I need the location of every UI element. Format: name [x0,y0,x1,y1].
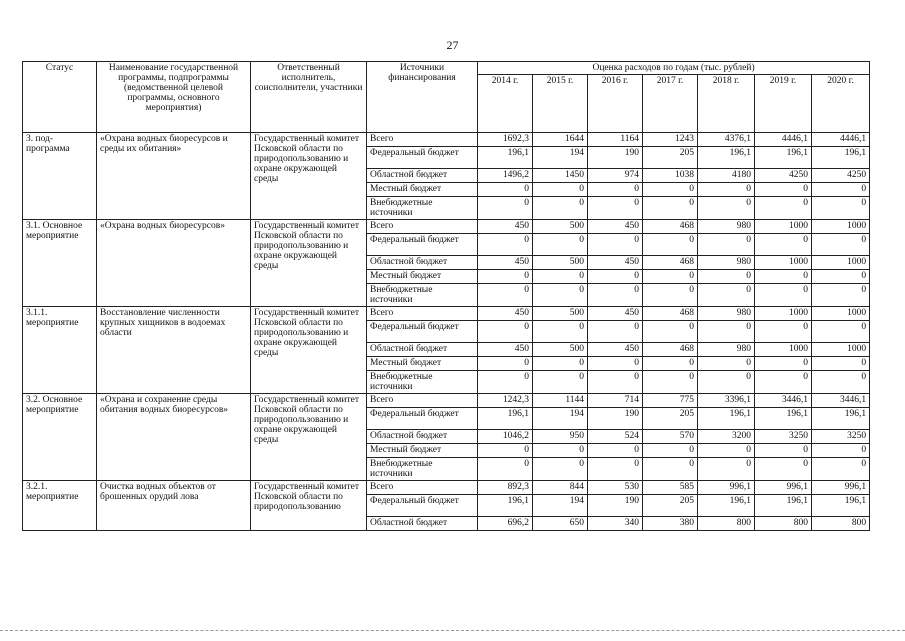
cell-value: 650 [533,517,588,531]
cell-value: 0 [812,371,870,394]
cell-value: 1496,2 [478,169,533,183]
cell-value: 524 [588,430,643,444]
cell-value: 380 [643,517,698,531]
scan-edge [0,630,905,641]
cell-value: 0 [698,371,755,394]
cell-responsible: Государственный комитет Псковской области по природопользованию и охране окружающей среды [251,307,367,394]
cell-value: 0 [812,234,870,256]
cell-value: 0 [812,357,870,371]
cell-source: Всего [367,220,478,234]
cell-source: Всего [367,133,478,147]
cell-value: 0 [755,357,812,371]
header-year: 2015 г. [533,75,588,133]
cell-responsible: Государственный комитет Псковской области по природопользованию [251,481,367,531]
cell-value: 1000 [755,256,812,270]
cell-source: Всего [367,307,478,321]
cell-value: 0 [588,458,643,481]
cell-value: 0 [812,444,870,458]
cell-responsible: Государственный комитет Псковской области по природопользованию и охране окружающей среды [251,220,367,307]
cell-source: Всего [367,394,478,408]
cell-value: 0 [533,270,588,284]
cell-source: Областной бюджет [367,256,478,270]
cell-value: 450 [478,256,533,270]
table-header [23,62,870,133]
cell-value: 0 [478,458,533,481]
cell-value: 0 [533,284,588,307]
cell-value: 3446,1 [812,394,870,408]
cell-value: 0 [588,321,643,343]
cell-value: 0 [755,444,812,458]
cell-value: 0 [588,357,643,371]
cell-value: 800 [812,517,870,531]
cell-value: 980 [698,343,755,357]
header-year: 2018 г. [698,75,755,133]
cell-value: 4446,1 [755,133,812,147]
cell-value: 1000 [755,307,812,321]
cell-name: «Охрана водных биоресурсов» [97,220,251,307]
cell-status: 3.1.1. мероприятие [23,307,97,394]
cell-value: 0 [812,270,870,284]
cell-value: 3396,1 [698,394,755,408]
cell-value: 0 [698,234,755,256]
cell-value: 450 [478,220,533,234]
cell-value: 0 [698,321,755,343]
cell-value: 0 [755,197,812,220]
cell-value: 0 [588,444,643,458]
cell-value: 0 [698,270,755,284]
cell-value: 892,3 [478,481,533,495]
cell-value: 0 [533,234,588,256]
cell-value: 4446,1 [812,133,870,147]
cell-value: 1692,3 [478,133,533,147]
cell-source: Внебюджетные источники [367,284,478,307]
cell-value: 0 [643,284,698,307]
cell-value: 190 [588,408,643,430]
cell-value: 0 [643,444,698,458]
cell-value: 0 [478,183,533,197]
cell-value: 0 [533,371,588,394]
cell-value: 0 [698,444,755,458]
cell-value: 974 [588,169,643,183]
cell-value: 0 [812,321,870,343]
cell-value: 196,1 [478,408,533,430]
cell-value: 190 [588,147,643,169]
cell-value: 530 [588,481,643,495]
cell-value: 585 [643,481,698,495]
cell-value: 196,1 [812,408,870,430]
table-row [23,220,870,234]
cell-value: 800 [698,517,755,531]
cell-value: 0 [478,321,533,343]
cell-value: 0 [812,458,870,481]
cell-value: 500 [533,256,588,270]
cell-value: 196,1 [478,147,533,169]
cell-value: 1000 [812,343,870,357]
cell-value: 196,1 [698,147,755,169]
cell-value: 0 [643,458,698,481]
cell-value: 194 [533,408,588,430]
cell-value: 196,1 [812,495,870,517]
table-row [23,481,870,495]
cell-source: Федеральный бюджет [367,234,478,256]
cell-value: 0 [478,284,533,307]
cell-value: 0 [698,183,755,197]
cell-source: Внебюджетные источники [367,371,478,394]
cell-value: 0 [533,444,588,458]
cell-value: 0 [755,183,812,197]
cell-value: 0 [755,458,812,481]
cell-value: 468 [643,256,698,270]
cell-name: «Охрана и сохранение среды обитания водных биоресурсов» [97,394,251,481]
cell-source: Местный бюджет [367,357,478,371]
cell-value: 0 [533,197,588,220]
cell-status: 3.1. Основное мероприятие [23,220,97,307]
cell-value: 0 [698,197,755,220]
cell-value: 340 [588,517,643,531]
cell-value: 775 [643,394,698,408]
cell-value: 468 [643,307,698,321]
cell-value: 0 [643,321,698,343]
cell-source: Областной бюджет [367,430,478,444]
cell-value: 0 [478,357,533,371]
cell-value: 996,1 [698,481,755,495]
cell-status: 3.2. Основное мероприятие [23,394,97,481]
cell-value: 844 [533,481,588,495]
cell-value: 4250 [812,169,870,183]
cell-value: 0 [812,197,870,220]
cell-value: 190 [588,495,643,517]
header-year: 2017 г. [643,75,698,133]
header-year: 2020 г. [812,75,870,133]
cell-value: 3250 [755,430,812,444]
cell-value: 500 [533,220,588,234]
cell-value: 0 [755,284,812,307]
cell-value: 450 [588,307,643,321]
cell-value: 980 [698,256,755,270]
cell-value: 500 [533,343,588,357]
cell-value: 696,2 [478,517,533,531]
cell-value: 0 [643,234,698,256]
cell-value: 3446,1 [755,394,812,408]
table-row [23,307,870,321]
cell-value: 0 [812,284,870,307]
cell-value: 1000 [755,343,812,357]
cell-value: 0 [755,371,812,394]
expense-table [22,61,870,531]
cell-value: 194 [533,495,588,517]
cell-value: 0 [698,284,755,307]
cell-value: 0 [698,357,755,371]
cell-source: Областной бюджет [367,169,478,183]
cell-source: Федеральный бюджет [367,495,478,517]
cell-value: 3200 [698,430,755,444]
header-year: 2016 г. [588,75,643,133]
cell-value: 1144 [533,394,588,408]
cell-value: 196,1 [698,408,755,430]
cell-value: 0 [478,234,533,256]
cell-value: 0 [588,234,643,256]
cell-value: 450 [588,343,643,357]
cell-value: 500 [533,307,588,321]
cell-value: 0 [643,197,698,220]
cell-value: 0 [755,270,812,284]
cell-value: 1046,2 [478,430,533,444]
cell-value: 0 [588,183,643,197]
cell-name: Восстановление численности крупных хищников в водоемах области [97,307,251,394]
cell-value: 1038 [643,169,698,183]
cell-value: 0 [588,270,643,284]
cell-value: 0 [588,197,643,220]
cell-source: Федеральный бюджет [367,321,478,343]
cell-value: 205 [643,408,698,430]
cell-value: 1164 [588,133,643,147]
cell-value: 450 [588,220,643,234]
cell-responsible: Государственный комитет Псковской области по природопользованию и охране окружающей среды [251,133,367,220]
cell-value: 1450 [533,169,588,183]
cell-value: 0 [755,234,812,256]
cell-value: 0 [478,371,533,394]
cell-value: 1242,3 [478,394,533,408]
cell-value: 1000 [812,220,870,234]
header-responsible: Ответственный исполнитель, соисполнители, участники [251,62,367,133]
cell-value: 196,1 [755,147,812,169]
cell-value: 468 [643,343,698,357]
cell-value: 196,1 [812,147,870,169]
cell-value: 450 [478,343,533,357]
cell-value: 714 [588,394,643,408]
cell-source: Всего [367,481,478,495]
header-name: Наименование государственной программы, подпрограммы (ведомственной целевой программы, основного мероприятия) [97,62,251,133]
cell-value: 4376,1 [698,133,755,147]
cell-value: 1243 [643,133,698,147]
cell-value: 0 [643,183,698,197]
cell-value: 0 [643,270,698,284]
cell-source: Местный бюджет [367,270,478,284]
cell-value: 1000 [755,220,812,234]
cell-value: 196,1 [755,495,812,517]
cell-value: 0 [588,284,643,307]
cell-value: 980 [698,220,755,234]
header-estimate: Оценка расходов по годам (тыс. рублей) [478,62,870,75]
cell-source: Федеральный бюджет [367,147,478,169]
cell-value: 0 [643,357,698,371]
cell-value: 0 [478,270,533,284]
cell-value: 205 [643,495,698,517]
cell-source: Федеральный бюджет [367,408,478,430]
cell-value: 196,1 [755,408,812,430]
cell-value: 450 [588,256,643,270]
cell-source: Местный бюджет [367,183,478,197]
cell-value: 468 [643,220,698,234]
cell-value: 4250 [755,169,812,183]
cell-value: 0 [533,458,588,481]
cell-name: «Охрана водных биоресурсов и среды их обитания» [97,133,251,220]
cell-value: 0 [812,183,870,197]
page-number: 27 [446,38,459,52]
cell-value: 0 [643,371,698,394]
header-year: 2019 г. [755,75,812,133]
header-sources: Источники финансирования [367,62,478,133]
cell-value: 196,1 [478,495,533,517]
cell-value: 0 [698,458,755,481]
cell-value: 1000 [812,307,870,321]
table-row [23,133,870,147]
header-status: Статус [23,62,97,133]
cell-value: 196,1 [698,495,755,517]
cell-value: 3250 [812,430,870,444]
header-year: 2014 г. [478,75,533,133]
cell-value: 4180 [698,169,755,183]
cell-value: 800 [755,517,812,531]
cell-value: 1000 [812,256,870,270]
cell-source: Областной бюджет [367,517,478,531]
cell-value: 0 [588,371,643,394]
table-row [23,394,870,408]
cell-status: 3. под-программа [23,133,97,220]
cell-source: Внебюджетные источники [367,197,478,220]
cell-status: 3.2.1. мероприятие [23,481,97,531]
cell-responsible: Государственный комитет Псковской области по природопользованию и охране окружающей среды [251,394,367,481]
cell-value: 0 [533,321,588,343]
cell-value: 570 [643,430,698,444]
cell-value: 0 [478,444,533,458]
cell-value: 194 [533,147,588,169]
cell-value: 205 [643,147,698,169]
cell-value: 950 [533,430,588,444]
cell-value: 0 [478,197,533,220]
cell-source: Областной бюджет [367,343,478,357]
cell-value: 1644 [533,133,588,147]
cell-source: Внебюджетные источники [367,458,478,481]
cell-value: 980 [698,307,755,321]
cell-value: 0 [755,321,812,343]
cell-value: 0 [533,183,588,197]
cell-value: 996,1 [755,481,812,495]
cell-value: 450 [478,307,533,321]
cell-name: Очистка водных объектов от брошенных орудий лова [97,481,251,531]
table-body [23,133,870,531]
cell-source: Местный бюджет [367,444,478,458]
cell-value: 996,1 [812,481,870,495]
cell-value: 0 [533,357,588,371]
